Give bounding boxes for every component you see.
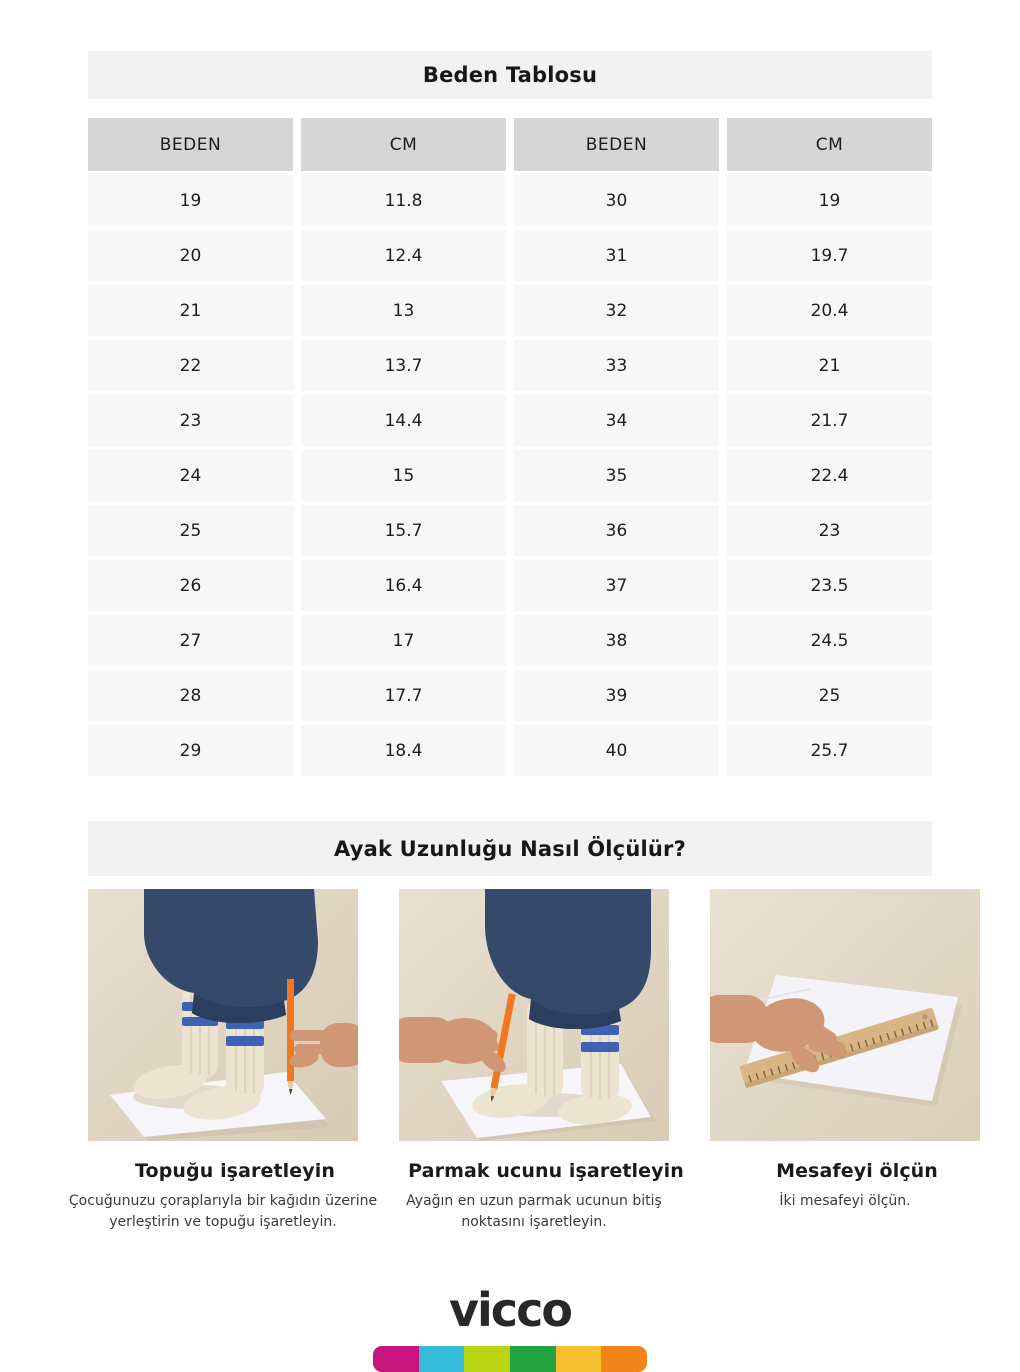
size-table-cell: 25 [88, 505, 293, 556]
step-title: Parmak ucunu işaretleyin [408, 1160, 684, 1182]
size-table-cell: 16.4 [301, 560, 506, 611]
size-table-cell: 32 [514, 285, 719, 336]
step-description: Çocuğunuzu çoraplarıyla bir kağıdın üzerine yerleştirin ve topuğu işaretleyin. [68, 1193, 378, 1230]
size-table-cell: 25 [727, 670, 932, 721]
size-table-cell: 40 [514, 725, 719, 776]
size-table-cell: 34 [514, 395, 719, 446]
step-mark-toe [399, 889, 693, 1233]
stripe-segment [556, 1346, 602, 1372]
measure-steps [68, 889, 938, 1233]
size-table-cell: 33 [514, 340, 719, 391]
size-table-cell: 11.8 [301, 175, 506, 226]
size-table-header-cell: CM [727, 118, 932, 171]
vicco-logo: vicco [449, 1283, 571, 1337]
size-table-cell: 14.4 [301, 395, 506, 446]
size-table-cell: 29 [88, 725, 293, 776]
stripe-segment [373, 1346, 419, 1372]
size-table-cell: 39 [514, 670, 719, 721]
size-table-cell: 20.4 [727, 285, 932, 336]
brand-footer [88, 1283, 932, 1372]
size-table [88, 118, 932, 776]
step-measure-distance [710, 889, 1004, 1233]
step-mark-heel [68, 889, 382, 1233]
size-table-cell: 28 [88, 670, 293, 721]
step-title: Topuğu işaretleyin [135, 1160, 335, 1182]
size-table-cell: 21 [88, 285, 293, 336]
size-table-cell: 23 [88, 395, 293, 446]
size-table-cell: 24.5 [727, 615, 932, 666]
size-table-header-cell: CM [301, 118, 506, 171]
size-table-cell: 30 [514, 175, 719, 226]
size-table-cell: 17 [301, 615, 506, 666]
stripe-segment [464, 1346, 510, 1372]
size-table-cell: 22 [88, 340, 293, 391]
size-table-cell: 24 [88, 450, 293, 501]
size-table-cell: 12.4 [301, 230, 506, 281]
stripe-segment [419, 1346, 465, 1372]
size-table-cell: 37 [514, 560, 719, 611]
page-title: Beden Tablosu [422, 63, 598, 87]
step-title: Mesafeyi ölçün [776, 1160, 938, 1182]
size-table-header-bar [88, 51, 932, 99]
size-table-cell: 19 [88, 175, 293, 226]
brand-color-stripe [373, 1346, 647, 1372]
step-description: Ayağın en uzun parmak ucunun bitiş noktasını işaretleyin. [406, 1193, 662, 1230]
mark-heel-photo [88, 889, 358, 1141]
size-chart-page [68, 0, 938, 1372]
size-table-cell: 21 [727, 340, 932, 391]
size-table-cell: 13 [301, 285, 506, 336]
size-table-cell: 25.7 [727, 725, 932, 776]
size-table-header-cell: BEDEN [514, 118, 719, 171]
size-table-cell: 15.7 [301, 505, 506, 556]
measure-distance-photo [710, 889, 980, 1141]
size-table-cell: 18.4 [301, 725, 506, 776]
size-table-cell: 35 [514, 450, 719, 501]
size-table-cell: 19 [727, 175, 932, 226]
size-table-cell: 36 [514, 505, 719, 556]
size-table-cell: 31 [514, 230, 719, 281]
size-table-cell: 20 [88, 230, 293, 281]
size-table-cell: 13.7 [301, 340, 506, 391]
size-table-cell: 15 [301, 450, 506, 501]
size-table-cell: 21.7 [727, 395, 932, 446]
size-table-cell: 27 [88, 615, 293, 666]
size-table-cell: 23 [727, 505, 932, 556]
size-table-cell: 38 [514, 615, 719, 666]
size-table-cell: 23.5 [727, 560, 932, 611]
measure-header-bar [88, 821, 932, 876]
stripe-segment [601, 1346, 647, 1372]
size-table-cell: 17.7 [301, 670, 506, 721]
size-table-cell: 26 [88, 560, 293, 611]
size-table-cell: 19.7 [727, 230, 932, 281]
size-table-cell: 22.4 [727, 450, 932, 501]
size-table-header-cell: BEDEN [88, 118, 293, 171]
step-description: İki mesafeyi ölçün. [779, 1193, 911, 1209]
stripe-segment [510, 1346, 556, 1372]
mark-toe-photo [399, 889, 669, 1141]
measure-section-title: Ayak Uzunluğu Nasıl Ölçülür? [334, 836, 686, 861]
